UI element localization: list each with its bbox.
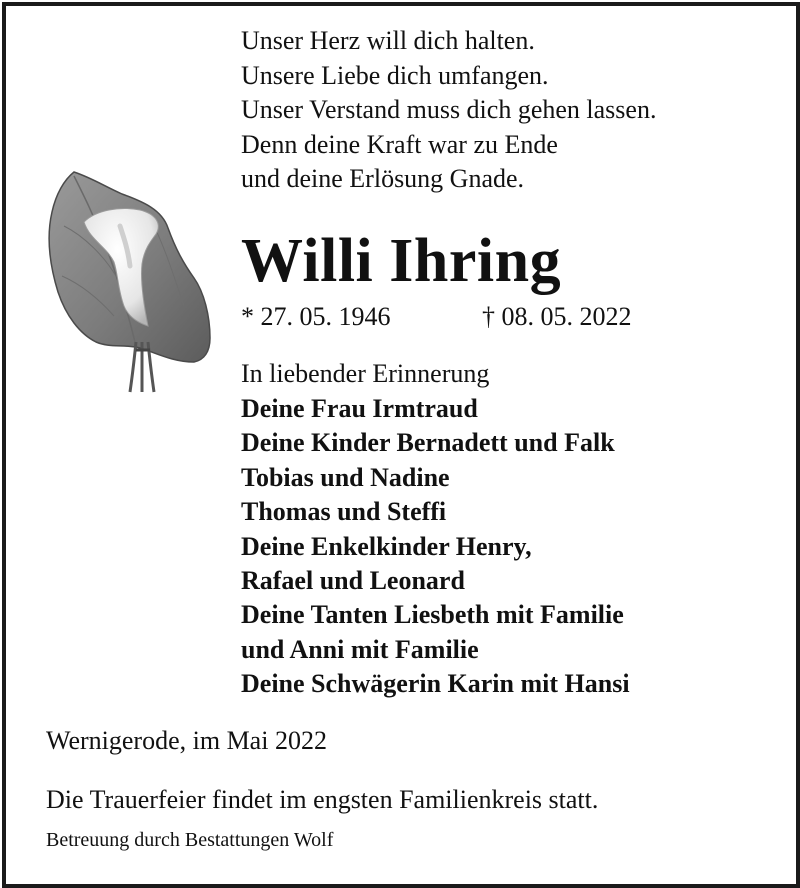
mourner-line: Deine Enkelkinder Henry, [241,531,532,561]
life-dates [241,300,632,334]
mourner-line: Deine Tanten Liesbeth mit Familie [241,600,624,630]
birth-date: * 27. 05. 1946 [241,302,391,331]
mourner-line: und Anni mit Familie [241,634,479,664]
mourner-line: Deine Schwägerin Karin mit Hansi [241,669,630,699]
mourners-list [241,392,630,702]
mourner-line: Tobias und Nadine [241,462,450,492]
mourner-line: Thomas und Steffi [241,497,447,527]
funeral-note: Die Trauerfeier findet im engsten Familienkreis statt. [46,785,599,814]
undertaker-credit: Betreuung durch Bestattungen Wolf [46,829,334,851]
place-date: Wernigerode, im Mai 2022 [46,726,327,755]
mourner-line: Rafael und Leonard [241,566,465,596]
poem-line: Unser Verstand muss dich gehen lassen. [241,95,657,125]
poem-line: Denn deine Kraft war zu Ende [241,129,558,159]
remembrance-intro: In liebender Erinnerung [241,359,490,388]
poem-line: und deine Erlösung Gnade. [241,164,525,194]
poem-line: Unser Herz will dich halten. [241,26,535,55]
poem-line: Unsere Liebe dich umfangen. [241,60,549,90]
poem [241,24,656,197]
death-date: † 08. 05. 2022 [482,302,632,331]
mourner-line: Deine Kinder Bernadett und Falk [241,428,615,458]
deceased-name: Willi Ihring [241,227,562,295]
calla-lily-icon [44,166,214,398]
mourner-line: Deine Frau Irmtraud [241,394,478,423]
